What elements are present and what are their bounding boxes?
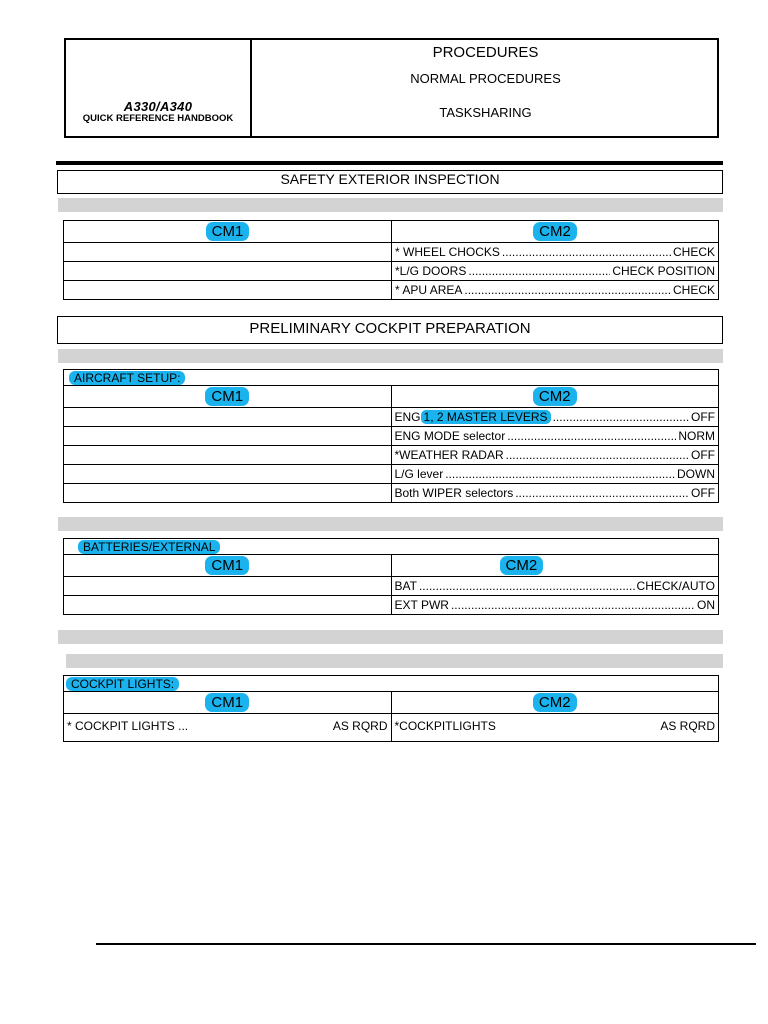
section-band <box>58 349 723 363</box>
item-value: OFF <box>691 410 715 424</box>
cm2-header: CM2 <box>392 221 719 243</box>
batteries-label: BATTERIES/EXTERNAL <box>64 539 719 555</box>
item-value: AS RQRD <box>332 718 388 733</box>
handbook-name: QUICK REFERENCE HANDBOOK <box>82 113 234 124</box>
cm1-header: CM1 <box>64 386 392 408</box>
item-value: AS RQRD <box>660 718 715 733</box>
cm2-header: CM2 <box>391 692 719 714</box>
table-row <box>64 446 719 465</box>
item-value: CHECK/AUTO <box>636 579 715 593</box>
item-label: Both WIPER selectors <box>394 486 514 500</box>
item-label: BAT <box>394 579 417 593</box>
cm2-header: CM2 <box>391 555 719 577</box>
table-row <box>64 408 719 427</box>
item-label: * COCKPIT LIGHTS ... <box>67 718 189 733</box>
item-label: *WEATHER RADAR <box>394 448 504 462</box>
batteries-table <box>63 538 719 615</box>
section-band <box>58 198 723 212</box>
aircraft-setup-table <box>63 369 719 503</box>
item-value: CHECK <box>672 283 715 297</box>
item-label: *L/G DOORS <box>395 264 467 278</box>
page-subtitle: NORMAL PROCEDURES <box>410 71 561 86</box>
section-band <box>58 517 723 531</box>
page-title: PROCEDURES <box>432 44 539 61</box>
item-value: NORM <box>678 429 715 443</box>
cm2-header: CM2 <box>391 386 719 408</box>
table-row <box>64 714 719 742</box>
safety-exterior-title: SAFETY EXTERIOR INSPECTION <box>57 170 723 194</box>
item-label: EXT PWR <box>394 598 449 612</box>
aircraft-setup-label: AIRCRAFT SETUP: <box>64 370 719 386</box>
cm1-header: CM1 <box>64 555 392 577</box>
table-row <box>64 577 719 596</box>
section-band <box>66 654 723 668</box>
cm1-header: CM1 <box>64 221 392 243</box>
table-row <box>64 465 719 484</box>
item-label: ENG MODE selector <box>394 429 506 443</box>
item-value: ON <box>697 598 715 612</box>
item-label: ENG <box>394 410 421 424</box>
table-row <box>64 484 719 503</box>
item-label: * APU AREA <box>395 283 463 297</box>
cockpit-lights-table <box>63 675 719 742</box>
footer-rule <box>96 943 756 945</box>
page-section: TASKSHARING <box>439 105 532 120</box>
table-row <box>64 243 719 262</box>
item-value: CHECK POSITION <box>612 264 715 278</box>
item-label: * WHEEL CHOCKS <box>395 245 500 259</box>
cockpit-lights-label: COCKPIT LIGHTS: <box>64 676 719 692</box>
item-value: CHECK <box>672 245 715 259</box>
item-value: DOWN <box>677 467 715 481</box>
section-band <box>58 630 723 644</box>
table-row <box>64 596 719 615</box>
table-row <box>64 281 719 300</box>
item-label: L/G lever <box>394 467 444 481</box>
table-row <box>64 427 719 446</box>
item-label-highlight: 1, 2 MASTER LEVERS <box>421 410 551 424</box>
item-label: *COCKPITLIGHTS <box>394 718 496 733</box>
item-value: OFF <box>691 448 715 462</box>
table-row <box>64 262 719 281</box>
cm1-header: CM1 <box>64 692 392 714</box>
aircraft-model: A330/A340 <box>123 99 193 114</box>
safety-table <box>63 220 719 300</box>
header-rule <box>56 161 723 165</box>
preliminary-title: PRELIMINARY COCKPIT PREPARATION <box>57 316 723 344</box>
item-value: OFF <box>691 486 715 500</box>
